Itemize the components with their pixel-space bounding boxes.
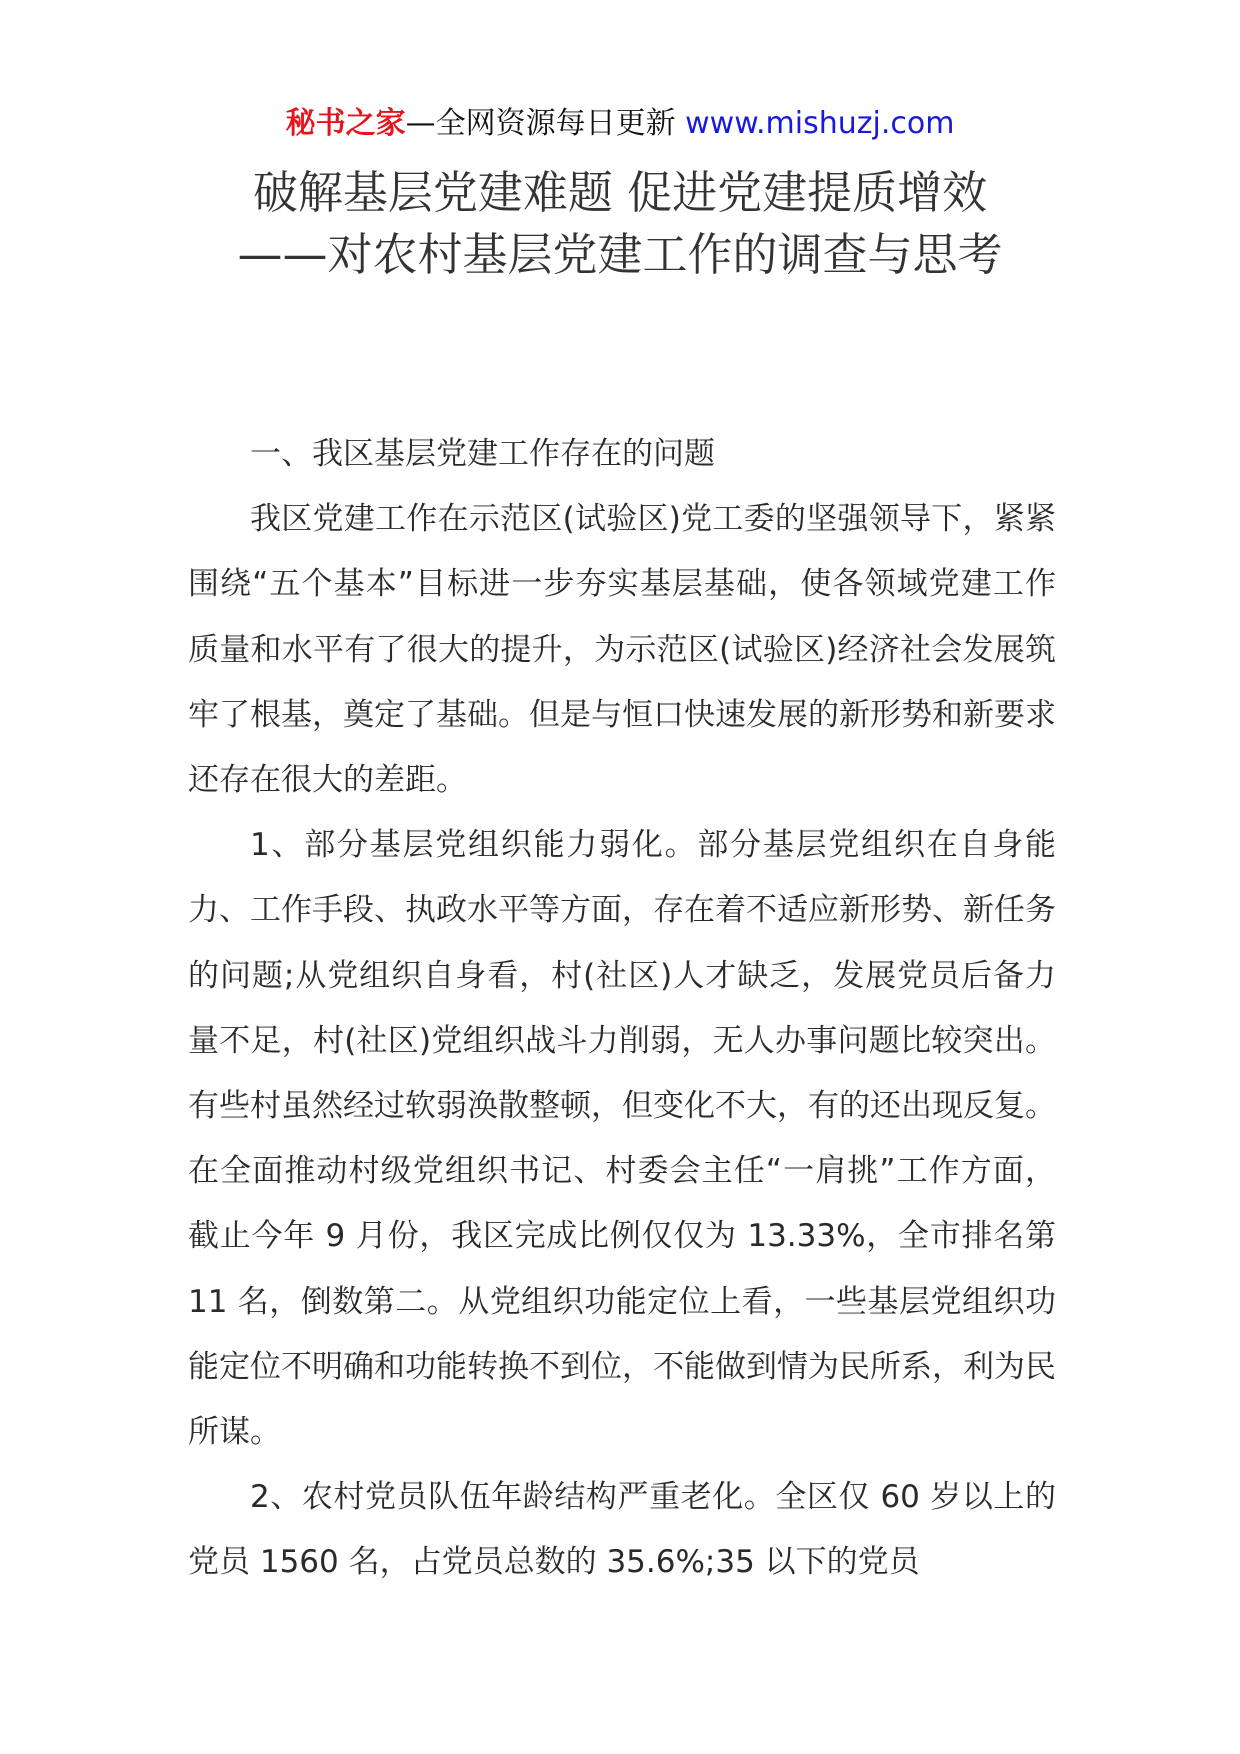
header-banner bbox=[0, 100, 1240, 148]
brand-name: 秘书之家 bbox=[285, 106, 406, 141]
document-body bbox=[188, 422, 1056, 1596]
body-paragraph: 1、部分基层党组织能力弱化。部分基层党组织在自身能力、工作手段、执政水平等方面，存在着不适应新形势、新任务的问题;从党组织自身看，村(社区)人才缺乏，发展党员后备力量不足，村(社区)党组织战斗力削弱，无人办事问题比较突出。有些村虽然经过软弱涣散整顿，但变化不大，有的还出现反复。在全面推动村级党组织书记、村委会主任“一肩挑”工作方面，截止今年 9 月份，我区完成比例仅仅为 13.33%，全市排名第 11 名，倒数第二。从党组织功能定位上看，一些基层党组织功能定位不明确和功能转换不到位，不能做到情为民所系，利为民所谋。 bbox=[188, 827, 1056, 1451]
site-url-link[interactable]: www.mishuzj.com bbox=[685, 106, 955, 141]
document-title bbox=[0, 162, 1240, 286]
body-paragraph: 2、农村党员队伍年龄结构严重老化。全区仅 60 岁以上的党员 1560 名，占党员总数的 35.6%;35 以下的党员 bbox=[188, 1479, 1056, 1581]
title-subtitle: ——对农村基层党建工作的调查与思考 bbox=[237, 228, 1003, 281]
title-main: 破解基层党建难题 促进党建提质增效 bbox=[252, 166, 988, 219]
header-tagline: —全网资源每日更新 bbox=[405, 106, 686, 141]
body-paragraph: 我区党建工作在示范区(试验区)党工委的坚强领导下，紧紧围绕“五个基本”目标进一步夯实基层基础，使各领域党建工作质量和水平有了很大的提升，为示范区(试验区)经济社会发展筑牢了根基，奠定了基础。但是与恒口快速发展的新形势和新要求还存在很大的差距。 bbox=[188, 501, 1056, 799]
section-heading: 一、我区基层党建工作存在的问题 bbox=[250, 436, 715, 472]
